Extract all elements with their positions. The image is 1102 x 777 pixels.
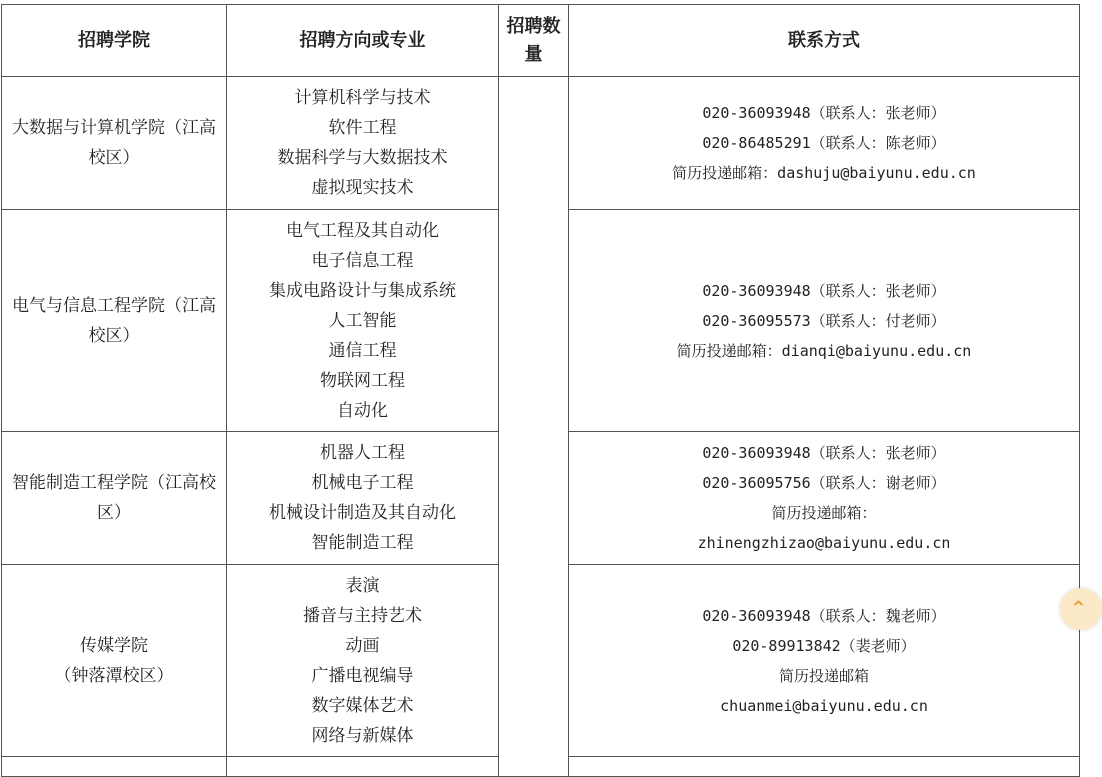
college-cell: [2, 757, 227, 777]
major-item: 数字媒体艺术: [311, 695, 414, 716]
contact-phone: 020-36093948（联系人：张老师）: [702, 104, 946, 122]
major-item: 网络与新媒体: [311, 725, 414, 746]
header-row: [2, 5, 1080, 77]
major-item: 播音与主持艺术: [303, 605, 422, 626]
major-item: 计算机科学与技术: [294, 88, 431, 108]
header-college: 招聘学院: [2, 5, 227, 77]
contact-phone: 020-36093948（联系人：张老师）: [702, 444, 946, 462]
college-campus: （钟落潭校区）: [54, 665, 174, 686]
contact-cell: [569, 210, 1080, 432]
contact-email: zhinengzhizao@baiyunu.edu.cn: [697, 534, 951, 552]
major-item: 集成电路设计与集成系统: [269, 280, 456, 301]
major-item: 虚拟现实技术: [311, 178, 414, 198]
major-item: 广播电视编导: [311, 665, 414, 686]
contact-cell: [569, 77, 1080, 210]
major-item: 机械电子工程: [311, 473, 414, 493]
major-item: 动画: [345, 635, 380, 656]
contact-phone: 020-89913842（裴老师）: [732, 636, 916, 655]
contact-cell: [569, 565, 1080, 757]
major-item: 软件工程: [328, 118, 397, 138]
contact-phone: 020-36093948（联系人：魏老师）: [702, 606, 946, 625]
college-cell: [2, 565, 227, 757]
contact-email-label: 简历投递邮箱：: [771, 504, 877, 522]
contact-email-label: 简历投递邮箱: [778, 666, 869, 685]
header-major: 招聘方向或专业: [227, 5, 499, 77]
major-item: 人工智能: [328, 310, 397, 331]
contact-cell: [569, 432, 1080, 565]
header-contact: 联系方式: [569, 5, 1080, 77]
contact-email: chuanmei@baiyunu.edu.cn: [720, 696, 928, 715]
major-item: 数据科学与大数据技术: [277, 148, 448, 168]
majors-cell: [227, 565, 499, 757]
count-cell: [499, 77, 569, 777]
major-item: 自动化: [337, 400, 388, 421]
contact-phone: 020-36095573（联系人：付老师）: [702, 311, 946, 330]
college-cell: 电气与信息工程学院（江高校区）: [2, 210, 227, 432]
contact-phone: 020-36093948（联系人：张老师）: [702, 281, 946, 300]
major-item: 通信工程: [328, 340, 397, 361]
majors-cell: [227, 77, 499, 210]
contact-email: 简历投递邮箱：dianqi@baiyunu.edu.cn: [676, 341, 972, 360]
college-cell: 智能制造工程学院（江高校区）: [2, 432, 227, 565]
contact-cell: [569, 757, 1080, 777]
scroll-top-button[interactable]: [1060, 588, 1102, 630]
majors-cell: [227, 757, 499, 777]
college-cell: 大数据与计算机学院（江高校区）: [2, 77, 227, 210]
recruitment-table: [1, 4, 1080, 777]
major-item: 机器人工程: [320, 443, 405, 463]
majors-cell: [227, 210, 499, 432]
contact-phone: 020-36095756（联系人：谢老师）: [702, 474, 946, 492]
major-item: 电子信息工程: [311, 250, 414, 271]
header-count: 招聘数量: [499, 5, 569, 77]
major-item: 机械设计制造及其自动化: [269, 503, 456, 523]
major-item: 表演: [345, 575, 380, 596]
contact-phone: 020-86485291（联系人：陈老师）: [702, 134, 946, 152]
chevron-up-icon: ⌃: [1070, 596, 1087, 620]
major-item: 物联网工程: [320, 370, 405, 391]
college-name: 传媒学院: [80, 635, 148, 656]
majors-cell: [227, 432, 499, 565]
table-row: [2, 77, 1080, 210]
major-item: 智能制造工程: [311, 533, 414, 553]
contact-email: 简历投递邮箱：dashuju@baiyunu.edu.cn: [672, 164, 976, 182]
major-item: 电气工程及其自动化: [286, 220, 439, 241]
